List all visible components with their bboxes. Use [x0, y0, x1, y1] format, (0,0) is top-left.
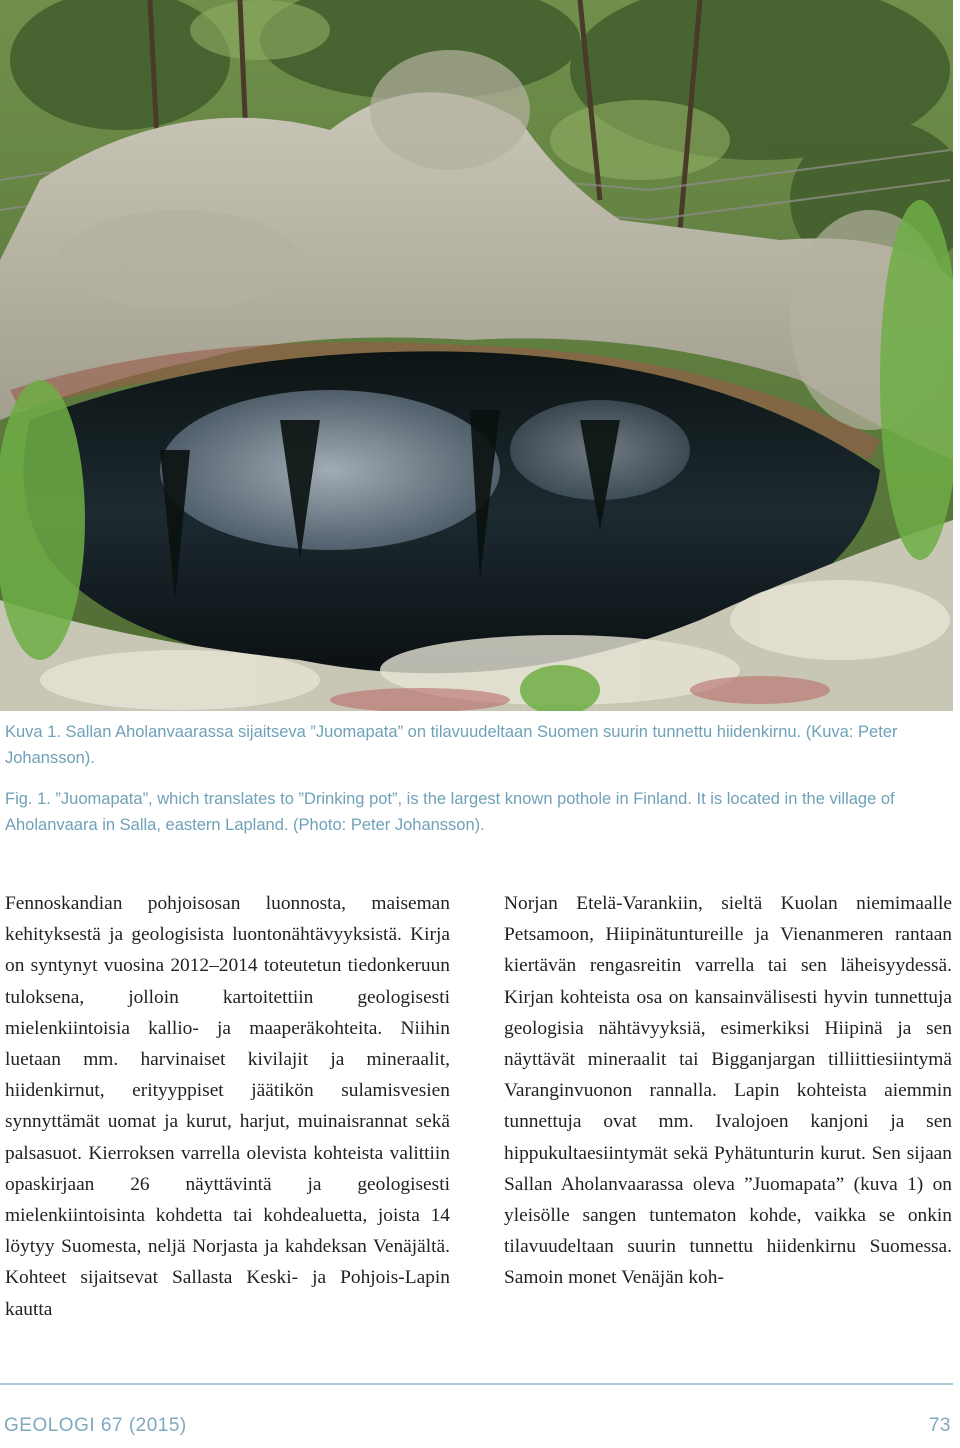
- body-left-column: Fennoskandian pohjoisosan luonnosta, maiseman kehityksestä ja geologisista luontonähtävyyksistä. Kirja on syntynyt vuosina 2012–2014 toteutetun tiedonkeruun tuloksena, jolloin kartoitettiin geologisesti mielenkiintoisia kallio- ja maaperäkohteita. Niihin luetaan mm. harvinaiset kivilajit ja mineraalit, hiidenkirnut, erityyppiset jäätikön sulamisvesien synnyttämät uomat ja kurut, harjut, muinaisrannat sekä palsasuot. Kierroksen varrella olevista kohteista valittiin opaskirjaan 26 näyttävintä ja geologisesti mielenkiintoisinta kohdetta tai kohdealuetta, joista 14 löytyy Suomesta, neljä Norjasta ja kahdeksan Venäjältä. Kohteet sijaitsevat Sallasta Keski- ja Pohjois-Lapin kautta: [5, 893, 450, 1320]
- journal-footer: GEOLOGI 67 (2015): [4, 1415, 187, 1436]
- body-right-column: Norjan Etelä-Varankiin, sieltä Kuolan niemimaalle Petsamoon, Hiipinätuntureille ja Vienanmeren rantaan kiertävän rengasreitin varrella tai sen läheisyydessä. Kirjan kohteista osa on kansainvälisesti hyvin tunnettuja geologisia nähtävyyksiä, esimerkiksi Hiipinä ja sen näyttävät mineraalit tai Bigganjargan tilliittiesiintymä Varanginvuonon rannalla. Lapin kohteista aiemmin tunnettuja ovat mm. Ivalojoen kanjoni ja sen hippukultaesiintymät sekä Pyhätunturin kurut. Sen sijaan Sallan Aholanvaarassa oleva ”Juomapata” (kuva 1) on yleisölle sangen tuntematon kohde, vaikka se onkin tilavuudeltaan suurin tunnettu hiidenkirnu Suomessa. Samoin monet Venäjän koh-: [504, 893, 952, 1289]
- page-number: 73: [928, 1415, 951, 1436]
- caption-english: Fig. 1. ”Juomapata”, which translates to ”Drinking pot”, is the largest known pothole in Finland. It is located in the village of Aholanvaara in Salla, eastern Lapland. (Photo: Peter Johansson).: [5, 790, 895, 834]
- pothole-photo: [0, 0, 953, 711]
- footer-rule: [0, 1383, 953, 1385]
- caption-finnish: Kuva 1. Sallan Aholanvaarassa sijaitseva ”Juomapata” on tilavuudeltaan Suomen suurin tunnettu hiidenkirnu. (Kuva: Peter Johansson).: [5, 723, 898, 767]
- photo-illustration: [0, 0, 953, 711]
